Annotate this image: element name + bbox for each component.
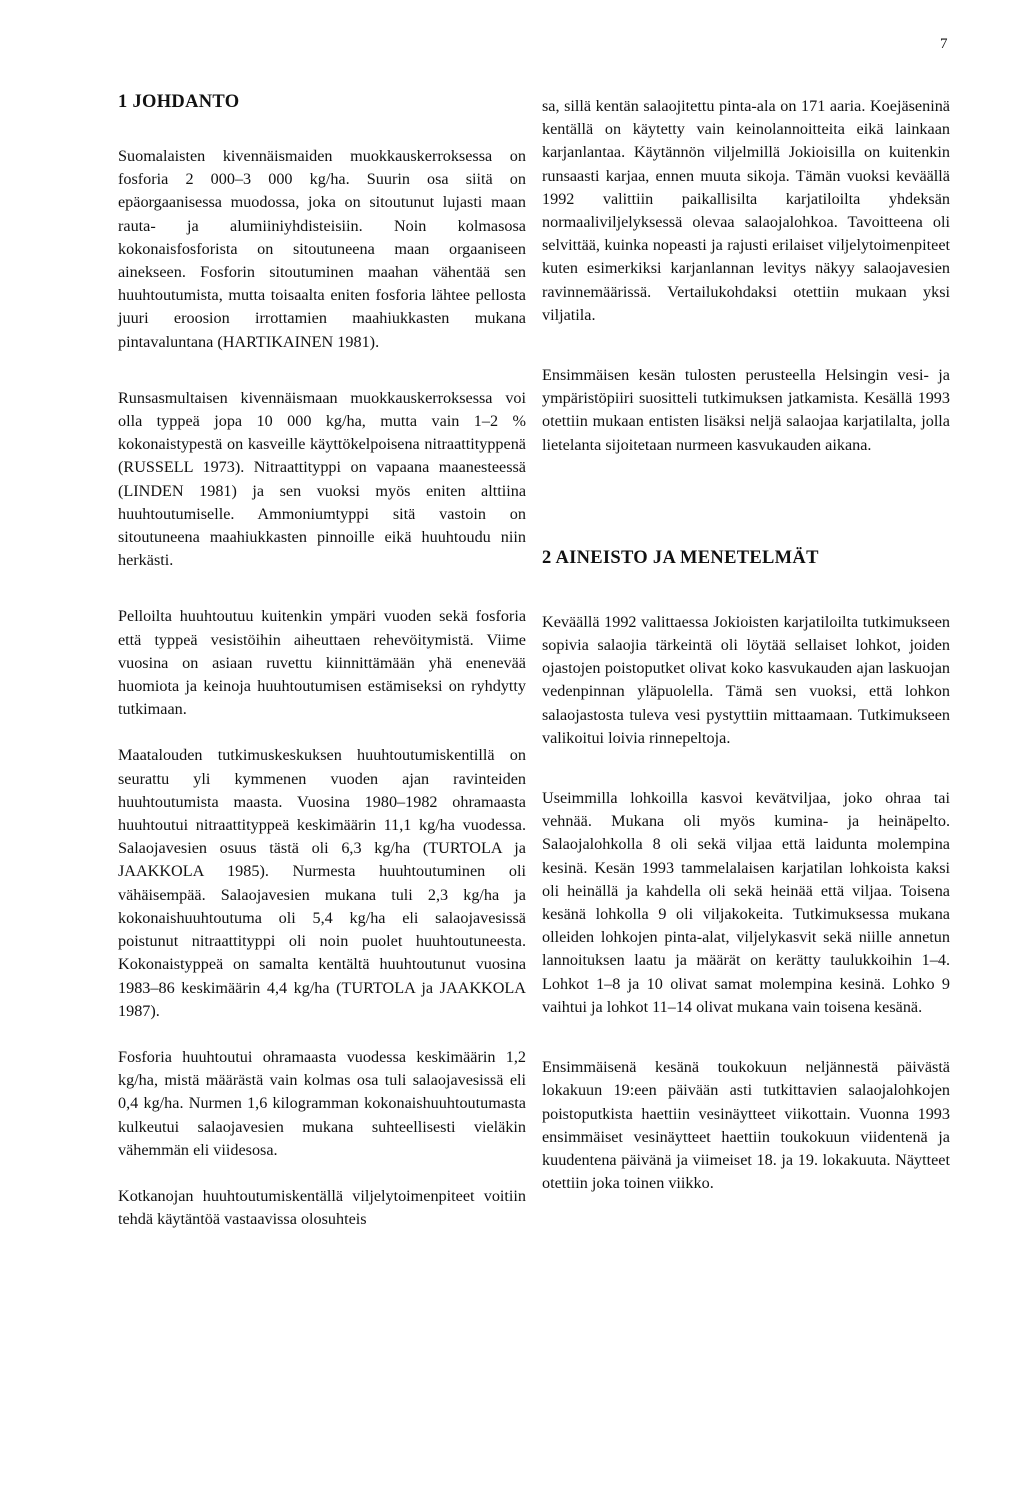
- paragraph-typpi: Runsasmultaisen kivennäismaan muokkauskerroksessa voi olla typpeä jopa 10 000 kg/ha, mutta vain 1–2 % kokonaistypestä on kasveille käyttökelpoisena nitraattityppenä (RUSSELL 1973). Nitraattityppi on vapaana maanesteessä (LINDEN 1981) ja sen vuoksi myös eniten alttiina huuhtoutumiselle. Ammoniumtyppi sitä vastoin on sitoutuneena maahiukkasten pinnoille eikä huuhtoudu niin herkästi.: [118, 388, 526, 570]
- paragraph-huuhtoutumiskentat: Maatalouden tutkimuskeskuksen huuhtoutumiskentillä on seurattu yli kymmenen vuoden ajan ravinteiden huuhtoutumista maasta. Vuosina 1980–1982 ohramaasta huuhtoutui nitraattityppeä keskimäärin 11,1 kg/ha vuodessa. Salaojavesien osuus tästä oli 6,3 kg/ha (TURTOLA ja JAAKKOLA 1985). Nurmesta huuhtoutuminen oli vähäisempää. Salaojavesien mukana tuli 2,3 kg/ha ja kokonaishuuhtoutuma oli 5,4 kg/ha eli salaojavesissä poistunut nitraattityppi oli noin puolet huuhtoutuneesta. Kokonaistyppeä on samalta kentältä huuhtoutunut vuosina 1983–86 keskimäärin 4,4 kg/ha (TURTOLA ja JAAKKOLA 1987).: [118, 746, 526, 1020]
- right-column: [542, 95, 950, 1195]
- paragraph-rehevoityminen: Pelloilta huuhtoutuu kuitenkin ympäri vuoden sekä fosforia että typpeä vesistöihin aiheuttaen rehevöitymistä. Viime vuosina on asiaan ruvettu kiinnittämään yhä enenevää huomiota ja keinoja huuhtoutumisen estämiseksi on ryhdytty tutkimaan.: [118, 607, 526, 719]
- paragraph-fosfori: Suomalaisten kivennäismaiden muokkauskerroksessa on fosforia 2 000–3 000 kg/ha. Suurin osa siitä on epäorgaanisessa muodossa, joka on sitoutunut lujasti maan rauta- ja alumiiniyhdisteisiin. Noin kolmasosa kokonaisfosforista on sitoutuneena maan orgaaniseen ainekseen. Fosforin sitoutuminen maahan vähentää sen huuhtoutumista, mutta toisaalta eniten fosforia lähtee pellosta juuri eroosion irrottamien maahiukkasten mukana pintavaluntana (HARTIKAINEN 1981).: [118, 147, 526, 351]
- paragraph-kotkanoja-continued: sa, sillä kentän salaojitettu pinta-ala on 171 aaria. Koejäseninä kentällä on käytetty vain keinolannoitteita eikä lainkaan karjanlantaa. Käytännön viljelmillä Jokioisilla on kuitenkin runsaasti karjaa, ennen muuta sikoja. Tämän vuoksi keväällä 1992 valittiin paikallisilta karjatiloilta yhdeksän normaaliviljelyksessä olevaa salaojalohkoa. Tavoitteena oli selvittää, kuinka nopeasti ja rajusti erilaiset viljelytoimenpiteet kuten esimerkiksi karjanlannan levitys näkyy salaojavesien ravinnemäärissä. Vertailukohdaksi otettiin mukaan yksi viljatila.: [542, 97, 950, 324]
- left-column: [118, 92, 526, 1231]
- paragraph-naytteenotto: Ensimmäisenä kesänä toukokuun neljännestä päivästä lokakuun 19:een päivään asti tutkittavien salaojalohkojen poistoputkista haettiin vesinäytteet viikottain. Vuonna 1993 ensimmäiset vesinäytteet haettiin toukokuun viidentenä ja kuudentena päivänä ja viimeiset 18. ja 19. lokakuuta. Näytteet otettiin joka toinen viikko.: [542, 1058, 950, 1193]
- section-heading-johdanto: 1 JOHDANTO: [118, 92, 240, 112]
- paragraph-lohkojen-valinta: Keväällä 1992 valittaessa Jokioisten karjatiloilta tutkimukseen sopivia salaojia tärkeintä oli löytää sellaiset lohkot, joiden ojastojen poistoputket olivat koko kasvukauden ajan laskuojan vedenpinnan yläpuolella. Tämä sen vuoksi, että lohkon salaojastosta tuleva vesi pystyttiin mittaamaan. Tutkimukseen valikoitui loivia rinnepeltoja.: [542, 612, 950, 747]
- paragraph-fosforin-huuhtoutuminen: Fosforia huuhtoutui ohramaasta vuodessa keskimäärin 1,2 kg/ha, mistä määrästä vain kolmas osa tuli salaojavesissä eli 0,4 kg/ha. Nurmen 1,6 kilogramman kokonaishuuhtoutumasta kulkeutui salaojavesien mukana suhteellisesti vieläkin vähemmän eli viidesosa.: [118, 1047, 526, 1159]
- section-heading-aineisto-ja-menetelmat: 2 AINEISTO JA MENETELMÄT: [542, 547, 819, 568]
- page-number: 7: [940, 36, 948, 52]
- paragraph-viljelykasvit: Useimmilla lohkoilla kasvoi kevätviljaa, joko ohraa tai vehnää. Mukana oli myös kumina- ja heinäpelto. Salaojalohkolla 8 oli sekä viljaa että laidunta molempina kesinä. Kesän 1993 tammelalaisen karjatilan lohkoista kaksi oli heinällä ja kahdella oli sekä heinää että viljaa. Toisena kesänä lohkolla 9 oli viljakokeita. Tutkimuksessa mukana olleiden lohkojen pinta-alat, viljelykasvit sekä niille annetun lannoituksen laatu ja määrät on kerätty taulukkoihin 1–4. Lohkot 1–8 ja 10 olivat samat molempina kesinä. Lohko 9 vaihtui ja lohkot 11–14 olivat mukana vain toisena kesänä.: [542, 789, 950, 1016]
- paragraph-ensimmainen-kesa: Ensimmäisen kesän tulosten perusteella Helsingin vesi- ja ympäristöpiiri suositteli tutkimuksen jatkamista. Kesällä 1993 otettiin mukaan entisten lisäksi neljä salaojaa karjatilalta, jolla lietelanta sijoitetaan nurmeen kasvukauden aikana.: [542, 366, 950, 454]
- paragraph-kotkanoja: Kotkanojan huuhtoutumiskentällä viljelytoimenpiteet voitiin tehdä käytäntöä vastaavissa olosuhteis: [118, 1186, 526, 1229]
